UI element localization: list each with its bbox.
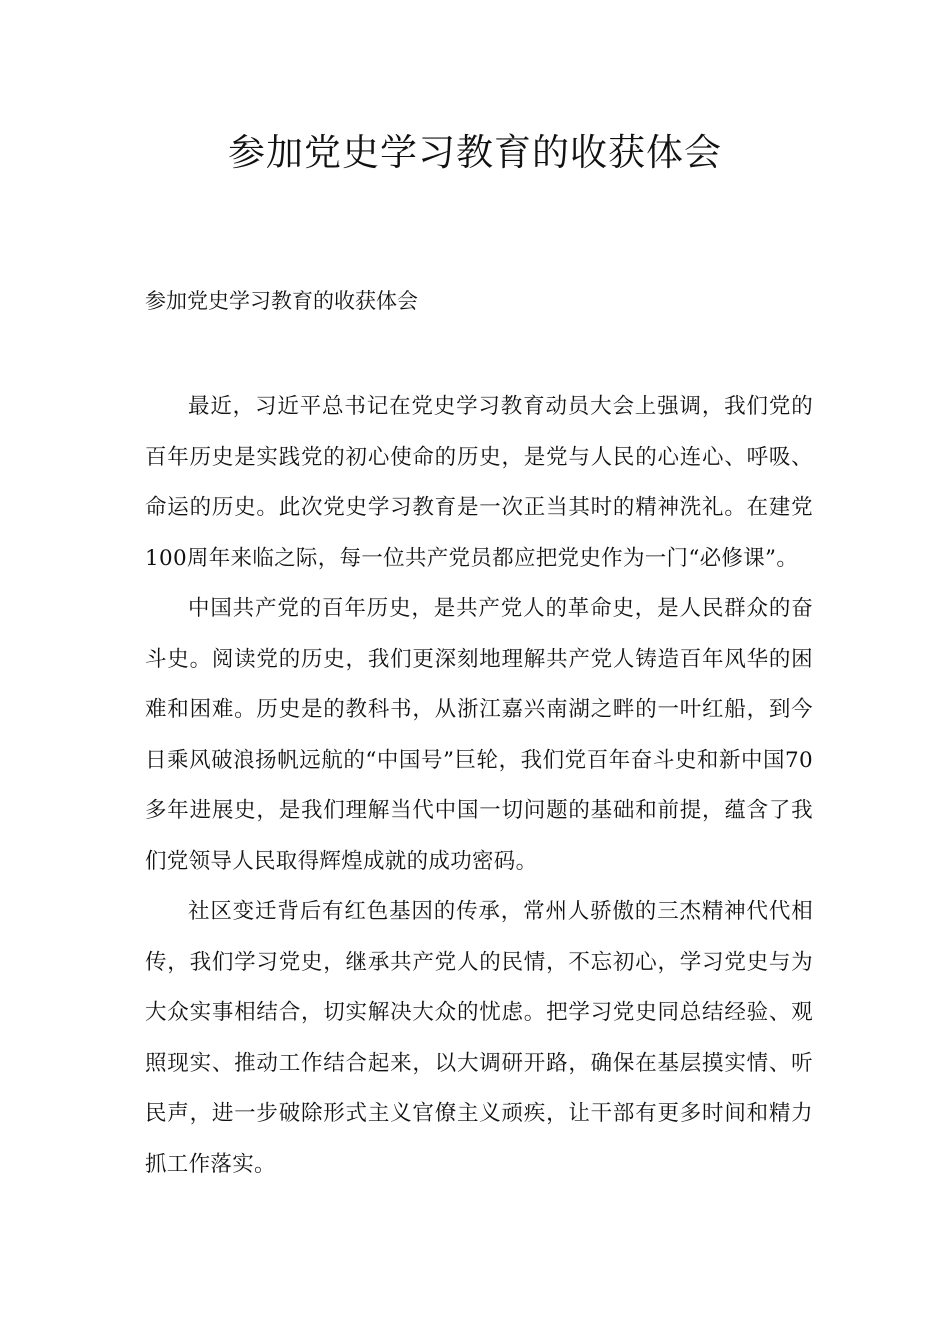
document-subtitle: 参加党史学习教育的收获体会	[145, 289, 418, 313]
paragraph-3: 社区变迁背后有红色基因的传承，常州人骄傲的三杰精神代代相传，我们学习党史，继承共产党人的民情，不忘初心，学习党史与为大众实事相结合，切实解决大众的忧虑。把学习党史同总结经验、观照现实、推动工作结合起来，以大调研开路，确保在基层摸实情、听民声，进一步破除形式主义官僚主义顽疾，让干部有更多时间和精力抓工作落实。	[145, 899, 813, 1177]
document-body	[145, 382, 813, 1190]
paragraph-2: 中国共产党的百年历史，是共产党人的革命史，是人民群众的奋斗史。阅读党的历史，我们更深刻地理解共产党人铸造百年风华的困难和困难。历史是的教科书，从浙江嘉兴南湖之畔的一叶红船，到今日乘风破浪扬帆远航的“中国号”巨轮，我们党百年奋斗史和新中国70多年进展史，是我们理解当代中国一切问题的基础和前提，蕴含了我们党领导人民取得辉煌成就的成功密码。	[145, 596, 813, 874]
paragraph-1: 最近，习近平总书记在党史学习教育动员大会上强调，我们党的百年历史是实践党的初心使命的历史，是党与人民的心连心、呼吸、命运的历史。此次党史学习教育是一次正当其时的精神洗礼。在建党100周年来临之际，每一位共产党员都应把党史作为一门“必修课”。	[145, 394, 813, 571]
document-title: 参加党史学习教育的收获体会	[228, 131, 722, 174]
